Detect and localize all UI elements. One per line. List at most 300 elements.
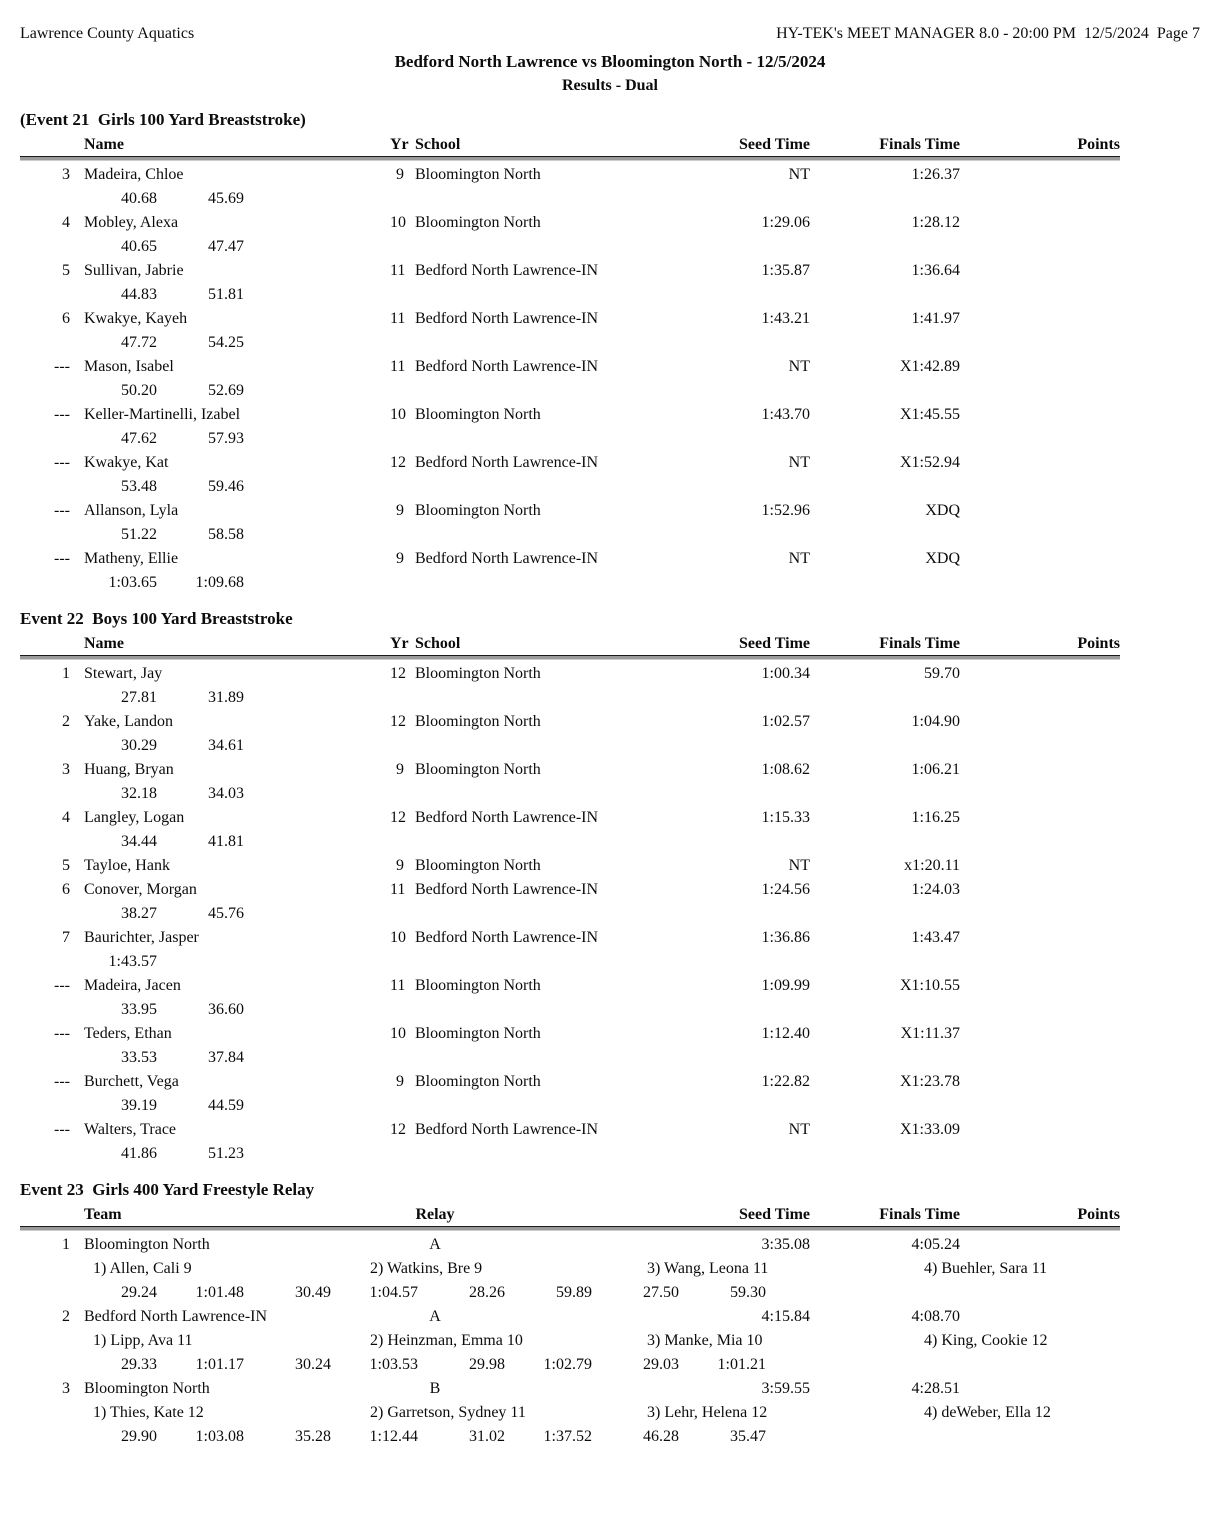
year-cell: 10 [390,929,406,946]
col-spacer [20,633,70,655]
splits-row [20,1425,1120,1449]
year-cell: 10 [390,406,406,423]
spacer-cell [480,1233,700,1257]
finals-time-cell: X1:52.94 [900,454,960,471]
swimmer-name-cell: Yake, Landon [84,713,174,730]
split-time: 29.33 [121,1356,157,1373]
school-cell: Bloomington North [415,713,541,730]
event-title: (Event 21 Girls 100 Yard Breaststroke) [20,110,306,129]
split-time: 34.44 [121,833,157,850]
points-cell [960,451,1120,475]
splits-row [20,475,1120,499]
school-cell: Bloomington North [415,977,541,994]
split-time: 51.81 [208,286,244,303]
place-cell: --- [54,502,70,519]
event-title: Event 23 Girls 400 Yard Freestyle Relay [20,1180,315,1199]
points-cell [960,163,1120,187]
split-time: 1:09.68 [195,574,244,591]
points-cell [960,1022,1120,1046]
points-cell [960,211,1120,235]
swimmer-name-cell: Mason, Isabel [84,358,174,375]
splits-row [20,1142,1120,1166]
split-time: 31.02 [469,1428,505,1445]
relay-result-row [20,1305,1120,1329]
swimmer-name-cell: Mobley, Alexa [84,214,179,231]
swimmer-name-cell: Madeira, Jacen [84,977,181,994]
school-cell: Bloomington North [415,166,541,183]
finals-time-cell: X1:45.55 [900,406,960,423]
split-time: 33.95 [121,1001,157,1018]
finals-time-cell: 1:41.97 [911,310,960,327]
event-title: Event 22 Boys 100 Yard Breaststroke [20,609,293,628]
relay-leg: 2) Garretson, Sydney 11 [370,1404,526,1421]
school-cell: Bloomington North [415,502,541,519]
col-points-label: Points [1077,635,1120,652]
year-cell: 11 [390,358,406,375]
relay-letter-cell: A [429,1236,441,1253]
swimmer-name-cell: Burchett, Vega [84,1073,179,1090]
relay-leg: 4) deWeber, Ella 12 [924,1404,1051,1421]
col-yr-label: Yr [390,635,409,652]
place-cell: 6 [62,881,70,898]
place-cell: --- [54,1121,70,1138]
school-cell: Bedford North Lawrence-IN [415,550,599,567]
result-row [20,355,1120,379]
split-time: 59.46 [208,478,244,495]
seed-time-cell: 3:59.55 [761,1380,810,1397]
event-section [20,607,1120,1166]
seed-time-cell: NT [788,1121,810,1138]
points-cell [960,307,1120,331]
school-cell: Bedford North Lawrence-IN [415,358,599,375]
finals-time-cell: 1:16.25 [911,809,960,826]
place-cell: 1 [62,665,70,682]
finals-time-cell: 59.70 [924,665,960,682]
split-time: 29.90 [121,1428,157,1445]
finals-time-cell: 1:28.12 [911,214,960,231]
year-cell: 12 [390,809,406,826]
points-cell [960,662,1120,686]
school-cell: Bedford North Lawrence-IN [415,454,599,471]
column-header-row [20,1204,1120,1227]
place-cell: --- [54,977,70,994]
results-subtitle: Results - Dual [561,77,658,94]
split-time: 1:12.44 [369,1428,418,1445]
school-cell: Bloomington North [415,214,541,231]
swimmer-name-cell: Langley, Logan [84,809,185,826]
split-time: 57.93 [208,430,244,447]
split-time: 34.61 [208,737,244,754]
finals-time-cell: 1:26.37 [911,166,960,183]
finals-time-cell: x1:20.11 [904,857,960,874]
points-cell [960,1070,1120,1094]
split-time: 38.27 [121,905,157,922]
school-cell: Bedford North Lawrence-IN [415,1121,599,1138]
software-page-info: HY-TEK's MEET MANAGER 8.0 - 20:00 PM 12/5/2024 Page 7 [776,25,1200,42]
relay-legs-row [20,1257,1120,1281]
split-time: 30.24 [295,1356,331,1373]
column-header-row [20,633,1120,656]
points-cell [960,1377,1120,1401]
events-container [0,108,1220,1449]
splits-row [20,782,1120,806]
finals-time-cell: 4:08.70 [911,1308,960,1325]
school-cell: Bedford North Lawrence-IN [415,881,599,898]
swimmer-name-cell: Tayloe, Hank [84,857,170,874]
result-row [20,1118,1120,1142]
result-row [20,974,1120,998]
split-time: 27.50 [643,1284,679,1301]
team-name-cell: Bloomington North [84,1236,210,1253]
relay-result-row [20,1377,1120,1401]
finals-time-cell: X1:11.37 [900,1025,960,1042]
finals-time-cell: X1:33.09 [900,1121,960,1138]
relay-leg: 4) Buehler, Sara 11 [924,1260,1048,1277]
points-cell [960,878,1120,902]
swimmer-name-cell: Baurichter, Jasper [84,929,199,946]
splits-row [20,686,1120,710]
seed-time-cell: 1:15.33 [761,809,810,826]
split-time: 59.30 [730,1284,766,1301]
seed-time-cell: 1:52.96 [761,502,810,519]
splits-row [20,187,1120,211]
finals-time-cell: X1:10.55 [900,977,960,994]
relay-legs-row [20,1329,1120,1353]
splits-row [20,998,1120,1022]
split-time: 51.23 [208,1145,244,1162]
splits-row [20,331,1120,355]
seed-time-cell: 1:35.87 [761,262,810,279]
seed-time-cell: 1:02.57 [761,713,810,730]
split-time: 41.81 [208,833,244,850]
document-header [0,0,1220,96]
swimmer-name-cell: Walters, Trace [84,1121,177,1138]
split-time: 35.28 [295,1428,331,1445]
year-cell: 11 [390,262,406,279]
split-time: 47.72 [121,334,157,351]
splits-row [20,734,1120,758]
splits-row [20,379,1120,403]
place-cell: --- [54,358,70,375]
points-cell [960,259,1120,283]
points-cell [960,1233,1120,1257]
splits-row [20,283,1120,307]
col-school-label: School [415,136,461,153]
points-cell [960,1305,1120,1329]
finals-time-cell: 4:05.24 [911,1236,960,1253]
seed-time-cell: 1:08.62 [761,761,810,778]
place-cell: 3 [62,166,70,183]
col-relay-label: Relay [415,1206,455,1223]
result-row [20,710,1120,734]
seed-time-cell: 1:12.40 [761,1025,810,1042]
spacer-cell [480,1305,700,1329]
result-row [20,259,1120,283]
seed-time-cell: 1:43.70 [761,406,810,423]
seed-time-cell: NT [788,358,810,375]
points-cell [960,547,1120,571]
splits-row [20,902,1120,926]
relay-leg: 2) Watkins, Bre 9 [370,1260,483,1277]
points-cell [960,710,1120,734]
year-cell: 11 [390,310,406,327]
splits-row [20,1281,1120,1305]
relay-leg: 4) King, Cookie 12 [924,1332,1048,1349]
points-cell [960,355,1120,379]
relay-legs-row [20,1401,1120,1425]
col-name-label: Name [84,635,124,652]
split-time: 27.81 [121,689,157,706]
finals-time-cell: 1:43.47 [911,929,960,946]
swimmer-name-cell: Stewart, Jay [84,665,163,682]
col-finals-time-label: Finals Time [879,136,960,153]
swimmer-name-cell: Sullivan, Jabrie [84,262,184,279]
split-time: 44.59 [208,1097,244,1114]
place-cell: 7 [62,929,70,946]
split-time: 41.86 [121,1145,157,1162]
year-cell: 9 [396,1073,404,1090]
seed-time-cell: NT [788,550,810,567]
points-cell [960,806,1120,830]
col-team-label: Team [84,1206,122,1223]
points-cell [960,854,1120,878]
event-section [20,108,1120,595]
year-cell: 10 [390,1025,406,1042]
split-time: 30.29 [121,737,157,754]
school-cell: Bedford North Lawrence-IN [415,929,599,946]
relay-leg: 2) Heinzman, Emma 10 [370,1332,523,1349]
split-time: 47.62 [121,430,157,447]
col-spacer [480,1204,700,1226]
points-cell [960,926,1120,950]
splits-row [20,523,1120,547]
swimmer-name-cell: Allanson, Lyla [84,502,179,519]
result-row [20,547,1120,571]
split-time: 29.24 [121,1284,157,1301]
swimmer-name-cell: Kwakye, Kat [84,454,169,471]
col-points-label: Points [1077,1206,1120,1223]
col-school-label: School [415,635,461,652]
relay-leg: 1) Thies, Kate 12 [93,1404,204,1421]
split-time: 1:01.21 [717,1356,766,1373]
result-row [20,211,1120,235]
swimmer-name-cell: Conover, Morgan [84,881,197,898]
splits-row [20,950,1120,974]
result-row [20,1022,1120,1046]
col-seed-time-label: Seed Time [739,635,810,652]
school-cell: Bedford North Lawrence-IN [415,809,599,826]
points-cell [960,1118,1120,1142]
finals-time-cell: 4:28.51 [911,1380,960,1397]
relay-letter-cell: B [429,1380,441,1397]
result-row [20,854,1120,878]
seed-time-cell: 1:24.56 [761,881,810,898]
split-time: 1:04.57 [369,1284,418,1301]
relay-result-row [20,1233,1120,1257]
split-time: 50.20 [121,382,157,399]
year-cell: 12 [390,454,406,471]
split-time: 1:01.17 [195,1356,244,1373]
seed-time-cell: 4:15.84 [761,1308,810,1325]
col-seed-time-label: Seed Time [739,1206,810,1223]
col-points-label: Points [1077,136,1120,153]
result-row [20,806,1120,830]
finals-time-cell: 1:04.90 [911,713,960,730]
swimmer-name-cell: Huang, Bryan [84,761,174,778]
split-time: 35.47 [730,1428,766,1445]
split-time: 46.28 [643,1428,679,1445]
split-time: 54.25 [208,334,244,351]
place-cell: 4 [62,809,70,826]
year-cell: 12 [390,665,406,682]
finals-time-cell: X1:42.89 [900,358,960,375]
split-time: 51.22 [121,526,157,543]
split-time: 34.03 [208,785,244,802]
split-time: 1:43.57 [108,953,157,970]
seed-time-cell: 1:43.21 [761,310,810,327]
relay-leg: 3) Manke, Mia 10 [647,1332,763,1349]
split-time: 40.65 [121,238,157,255]
split-time: 45.76 [208,905,244,922]
place-cell: --- [54,406,70,423]
school-cell: Bloomington North [415,761,541,778]
result-row [20,878,1120,902]
relay-leg: 3) Lehr, Helena 12 [647,1404,768,1421]
points-cell [960,403,1120,427]
team-name-cell: Bloomington North [84,1380,210,1397]
split-time: 53.48 [121,478,157,495]
seed-time-cell: NT [788,857,810,874]
split-time: 44.83 [121,286,157,303]
col-spacer [20,134,70,156]
result-row [20,1070,1120,1094]
year-cell: 12 [390,1121,406,1138]
place-cell: 1 [62,1236,70,1253]
points-cell [960,974,1120,998]
splits-row [20,427,1120,451]
seed-time-cell: 3:35.08 [761,1236,810,1253]
split-time: 32.18 [121,785,157,802]
year-cell: 10 [390,214,406,231]
seed-time-cell: 1:22.82 [761,1073,810,1090]
place-cell: 3 [62,1380,70,1397]
column-header-row [20,134,1120,157]
seed-time-cell: 1:00.34 [761,665,810,682]
seed-time-cell: 1:29.06 [761,214,810,231]
place-cell: --- [54,550,70,567]
split-time: 58.58 [208,526,244,543]
split-time: 37.84 [208,1049,244,1066]
finals-time-cell: 1:36.64 [911,262,960,279]
place-cell: 5 [62,857,70,874]
place-cell: 5 [62,262,70,279]
result-row [20,499,1120,523]
place-cell: 2 [62,1308,70,1325]
place-cell: --- [54,1073,70,1090]
split-time: 45.69 [208,190,244,207]
result-row [20,403,1120,427]
place-cell: 6 [62,310,70,327]
split-time: 1:03.08 [195,1428,244,1445]
split-time: 31.89 [208,689,244,706]
splits-row [20,830,1120,854]
result-row [20,307,1120,331]
seed-time-cell: 1:36.86 [761,929,810,946]
split-time: 28.26 [469,1284,505,1301]
result-row [20,662,1120,686]
result-row [20,926,1120,950]
swimmer-name-cell: Keller-Martinelli, Izabel [84,406,241,423]
col-finals-time-label: Finals Time [879,1206,960,1223]
col-finals-time-label: Finals Time [879,635,960,652]
school-cell: Bloomington North [415,665,541,682]
school-cell: Bedford North Lawrence-IN [415,310,599,327]
swimmer-name-cell: Matheny, Ellie [84,550,179,567]
year-cell: 11 [390,881,406,898]
col-yr-label: Yr [390,136,409,153]
points-cell [960,499,1120,523]
points-cell [960,758,1120,782]
place-cell: --- [54,454,70,471]
school-cell: Bloomington North [415,857,541,874]
col-seed-time-label: Seed Time [739,136,810,153]
school-cell: Bloomington North [415,1073,541,1090]
col-spacer [20,1204,70,1226]
year-cell: 9 [396,550,404,567]
result-row [20,758,1120,782]
finals-time-cell: XDQ [925,550,960,567]
meet-title: Bedford North Lawrence vs Bloomington North - 12/5/2024 [394,52,826,71]
relay-letter-cell: A [429,1308,441,1325]
relay-leg: 3) Wang, Leona 11 [647,1260,769,1277]
split-time: 39.19 [121,1097,157,1114]
place-cell: 3 [62,761,70,778]
col-name-label: Name [84,136,124,153]
splits-row [20,235,1120,259]
splits-row [20,571,1120,595]
split-time: 1:03.53 [369,1356,418,1373]
seed-time-cell: NT [788,166,810,183]
split-time: 1:02.79 [543,1356,592,1373]
split-time: 1:03.65 [108,574,157,591]
splits-row [20,1046,1120,1070]
relay-leg: 1) Allen, Cali 9 [93,1260,192,1277]
finals-time-cell: XDQ [925,502,960,519]
split-time: 40.68 [121,190,157,207]
split-time: 1:37.52 [543,1428,592,1445]
year-cell: 9 [396,761,404,778]
finals-time-cell: 1:06.21 [911,761,960,778]
year-cell: 9 [396,857,404,874]
place-cell: 4 [62,214,70,231]
swimmer-name-cell: Teders, Ethan [84,1025,172,1042]
event-section [20,1178,1120,1449]
split-time: 52.69 [208,382,244,399]
swimmer-name-cell: Madeira, Chloe [84,166,184,183]
swimmer-name-cell: Kwakye, Kayeh [84,310,188,327]
place-cell: --- [54,1025,70,1042]
splits-row [20,1353,1120,1377]
place-cell: 2 [62,713,70,730]
year-cell: 9 [396,502,404,519]
finals-time-cell: 1:24.03 [911,881,960,898]
seed-time-cell: 1:09.99 [761,977,810,994]
school-cell: Bloomington North [415,406,541,423]
seed-time-cell: NT [788,454,810,471]
year-cell: 12 [390,713,406,730]
spacer-cell [480,1377,700,1401]
year-cell: 11 [390,977,406,994]
